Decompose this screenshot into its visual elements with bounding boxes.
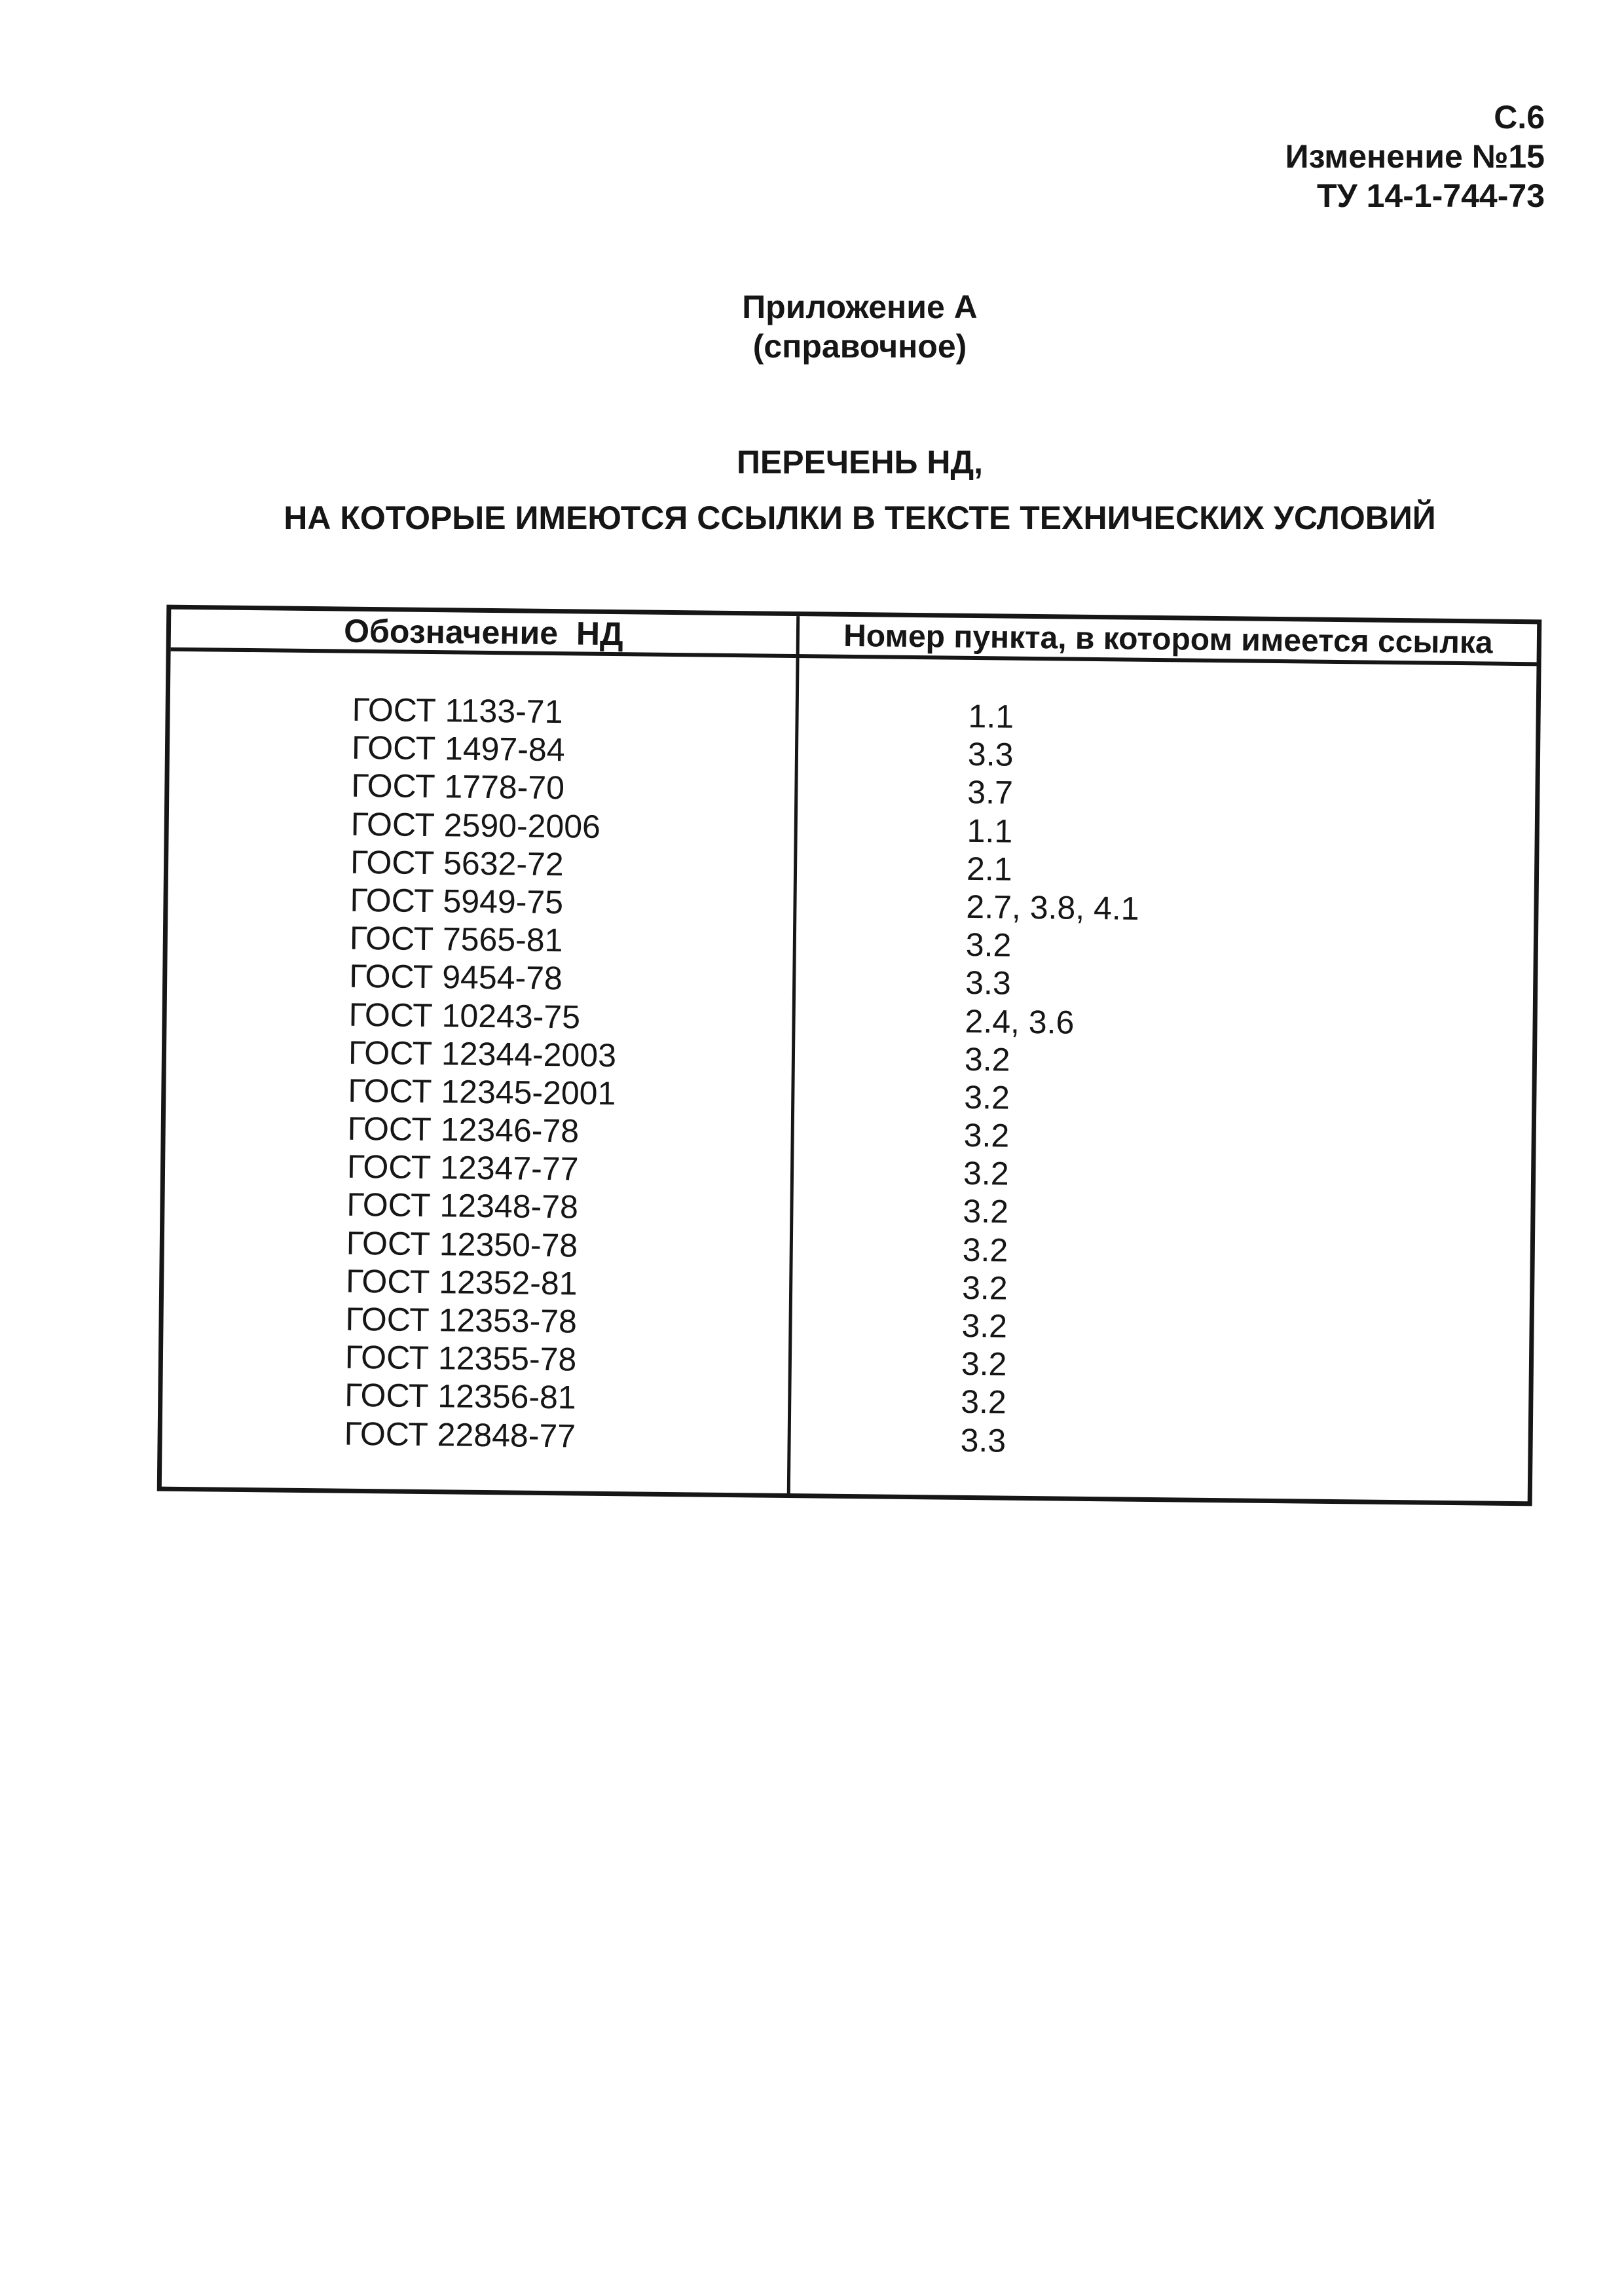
clause-reference: 3.2: [962, 1231, 1008, 1269]
list-title-line-2: НА КОТОРЫЕ ИМЕЮТСЯ ССЫЛКИ В ТЕКСТЕ ТЕХНИЧЕСКИХ УСЛОВИЙ: [284, 500, 1436, 536]
page-number: С.6: [1494, 99, 1545, 136]
clause-reference: 3.2: [964, 1078, 1010, 1116]
nd-designation: ГОСТ 1778-70: [351, 767, 565, 807]
page-reference-block: [1285, 98, 1545, 215]
clause-reference: 3.3: [960, 1421, 1006, 1459]
nd-designation: ГОСТ 12353-78: [345, 1300, 578, 1340]
nd-designation: ГОСТ 5632-72: [350, 843, 564, 883]
clause-reference: 3.7: [967, 774, 1014, 812]
nd-designation: ГОСТ 12345-2001: [348, 1072, 616, 1112]
nd-designation: ГОСТ 22848-77: [344, 1415, 576, 1455]
nd-designation: ГОСТ 12346-78: [347, 1110, 580, 1150]
nd-designation: ГОСТ 2590-2006: [350, 805, 601, 845]
clause-reference: 2.1: [966, 850, 1012, 888]
clause-reference: 3.2: [965, 926, 1012, 964]
clause-reference: 3.2: [963, 1155, 1009, 1192]
clause-reference: 3.2: [963, 1193, 1009, 1231]
nd-designation: ГОСТ 12350-78: [346, 1224, 578, 1264]
clause-reference: 3.3: [967, 736, 1014, 773]
nd-designation: ГОСТ 1497-84: [351, 729, 565, 769]
nd-designation: ГОСТ 1133-71: [352, 691, 563, 731]
nd-designation: ГОСТ 7565-81: [349, 919, 563, 959]
clause-reference: 1.1: [967, 812, 1013, 850]
nd-designation: ГОСТ 10243-75: [348, 996, 581, 1036]
nd-designation: ГОСТ 5949-75: [350, 881, 564, 921]
nd-designation: ГОСТ 9454-78: [348, 958, 563, 997]
change-number: Изменение №15: [1285, 138, 1545, 175]
nd-designation: ГОСТ 12347-77: [346, 1148, 579, 1188]
clause-reference: 1.1: [968, 697, 1014, 735]
table-body: [162, 689, 1536, 1465]
nd-designation: ГОСТ 12352-81: [345, 1262, 578, 1302]
nd-designation: ГОСТ 12344-2003: [348, 1034, 617, 1074]
clause-reference: 3.2: [961, 1307, 1008, 1345]
appendix-title: Приложение А: [742, 289, 978, 325]
nd-reference-table: [157, 605, 1542, 1506]
clause-reference: 3.2: [964, 1040, 1010, 1078]
clause-reference: 2.7, 3.8, 4.1: [966, 888, 1139, 927]
nd-designation: ГОСТ 12355-78: [344, 1338, 577, 1378]
column-header-clause: Номер пункта, в котором имеется ссылка: [843, 618, 1493, 661]
clause-reference: 3.2: [960, 1383, 1007, 1421]
appendix-heading: [131, 287, 1589, 366]
clause-reference: 3.2: [961, 1269, 1008, 1307]
nd-designation: ГОСТ 12356-81: [344, 1377, 576, 1416]
clause-reference: 2.4, 3.6: [965, 1002, 1075, 1041]
clause-reference: 3.3: [965, 964, 1012, 1002]
clause-reference: 3.2: [963, 1116, 1010, 1154]
spec-number: ТУ 14-1-744-73: [1317, 177, 1545, 214]
appendix-kind: (справочное): [752, 328, 967, 365]
list-title-line-1: ПЕРЕЧЕНЬ НД,: [736, 444, 984, 481]
nd-designation: ГОСТ 12348-78: [346, 1186, 579, 1226]
list-title: [131, 435, 1589, 546]
column-header-designation: Обозначение НД: [343, 612, 623, 653]
clause-reference: 3.2: [961, 1345, 1007, 1383]
